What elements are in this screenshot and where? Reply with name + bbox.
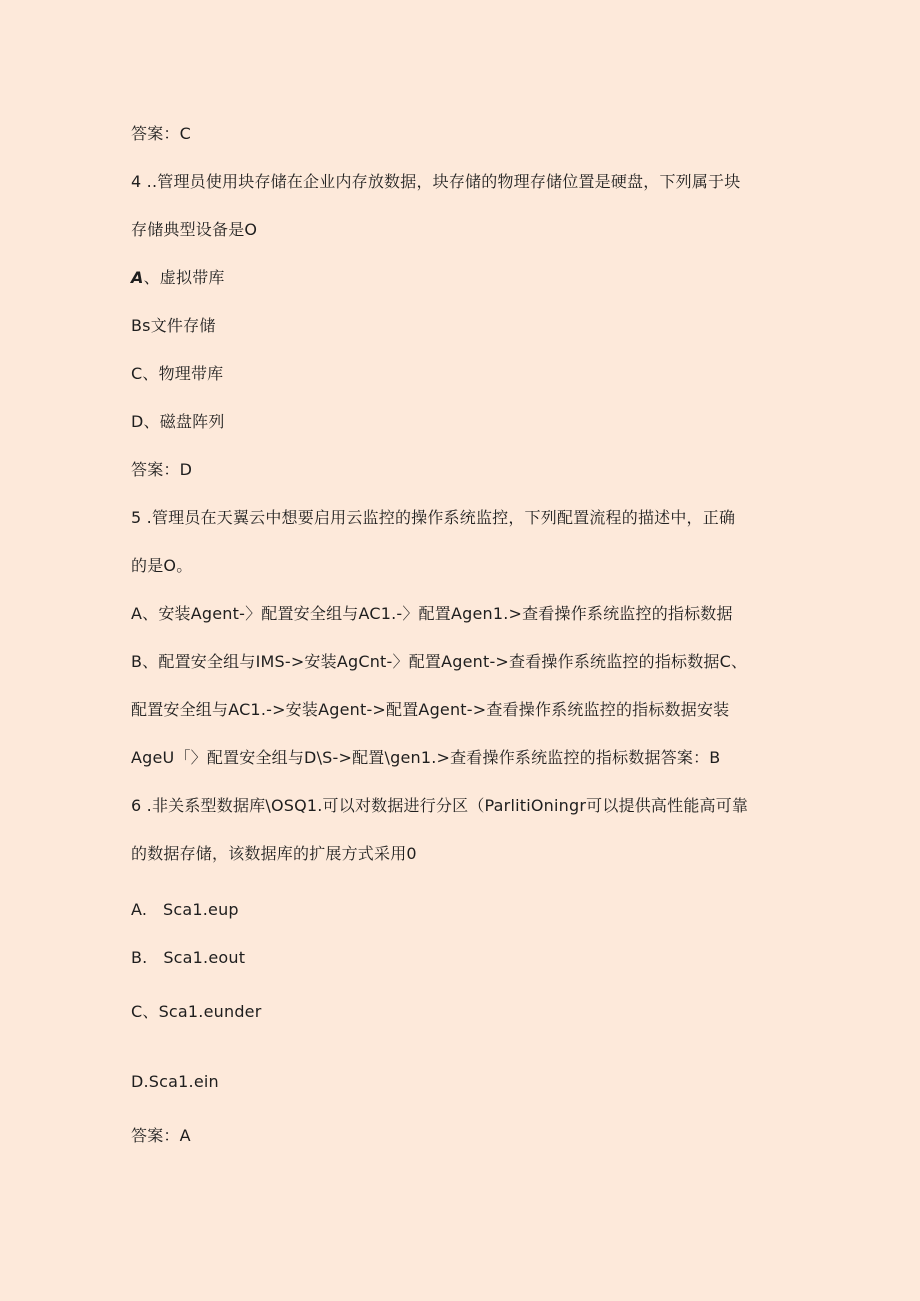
option-4a xyxy=(131,268,225,288)
answer-q6: 答案：A xyxy=(131,1126,191,1145)
option-4b: Bs文件存储 xyxy=(131,316,216,335)
option-6a: A. Sca1.eup xyxy=(131,900,239,919)
question-4-line-2: 存储典型设备是O xyxy=(131,220,258,239)
option-4a-letter: A xyxy=(131,268,144,287)
question-5-line-1: 5 .管理员在天翼云中想要启用云监控的操作系统监控，下列配置流程的描述中，正确 xyxy=(131,508,736,527)
answer-q3: 答案：C xyxy=(131,124,191,143)
question-5-line-2: 的是O。 xyxy=(131,556,193,575)
answer-q4: 答案：D xyxy=(131,460,193,479)
option-6b: B. Sca1.eout xyxy=(131,948,246,967)
question-5-line-5: 配置安全组与AC1.->安装Agent->配置Agent->查看操作系统监控的指标数据安装 xyxy=(131,700,730,719)
question-5-line-4: B、配置安全组与IMS->安装AgCnt-〉配置Agent->查看操作系统监控的指标数据C、 xyxy=(131,652,748,671)
question-6-line-1: 6 .非关系型数据库\OSQ1.可以对数据进行分区（ParlitiOningr可以提供高性能高可靠 xyxy=(131,796,749,815)
question-5-line-3: A、安装Agent-〉配置安全组与AC1.-〉配置Agen1.>查看操作系统监控的指标数据 xyxy=(131,604,733,623)
question-5-line-6: AgeU「〉配置安全组与D\S->配置\gen1.>查看操作系统监控的指标数据答案：B xyxy=(131,748,721,767)
question-6-line-2: 的数据存储，该数据库的扩展方式采用0 xyxy=(131,844,417,863)
question-4-line-1: 4 ..管理员使用块存储在企业内存放数据，块存储的物理存储位置是硬盘，下列属于块 xyxy=(131,172,741,191)
option-4a-text: 、虚拟带库 xyxy=(143,268,225,287)
option-6c: C、Sca1.eunder xyxy=(131,1002,262,1021)
option-6d: D.Sca1.ein xyxy=(131,1072,219,1091)
option-4c: C、物理带库 xyxy=(131,364,224,383)
option-4d: D、磁盘阵列 xyxy=(131,412,225,431)
